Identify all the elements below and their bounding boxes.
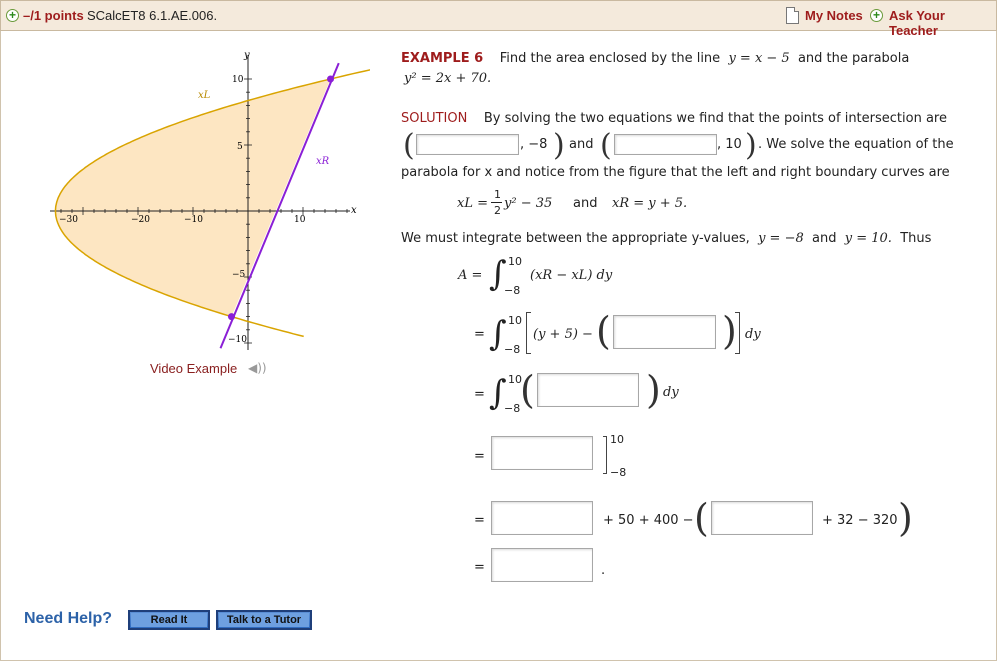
open-paren: ( [694, 496, 709, 540]
open-paren: ( [403, 128, 415, 163]
answer-box-xl[interactable] [613, 315, 716, 349]
integral-sign: ∫ [489, 254, 507, 294]
xl-frac-den: 2 [494, 204, 501, 217]
x-tick-label: −20 [131, 215, 150, 225]
video-example-link[interactable]: Video Example [150, 361, 238, 376]
talk-to-tutor-label: Talk to a Tutor [219, 613, 309, 627]
point2-y: , 10 [717, 137, 742, 152]
y-tick-label: 5 [237, 142, 243, 152]
close-paren: ) [646, 368, 661, 412]
and-text: and [812, 231, 837, 246]
and-text: and [569, 137, 594, 152]
answer-box-upper-eval[interactable] [491, 501, 593, 535]
point1-y: , −8 [520, 137, 548, 152]
solution-text-3: parabola for x and notice from the figure that the left and right boundary curves are [401, 165, 950, 180]
open-paren: ( [520, 368, 535, 412]
open-paren: ( [600, 128, 612, 163]
integral-sign: ∫ [489, 314, 507, 354]
thus-text: Thus [900, 231, 932, 246]
y-tick-label: −5 [232, 270, 246, 280]
x-tick-label: 10 [294, 215, 306, 225]
solution-line-4 [401, 231, 931, 246]
example-text-b: and the parabola [797, 51, 910, 66]
area-graph [0, 40, 370, 360]
points-label: –/1 points [23, 8, 84, 23]
lower-limit: −8 [504, 343, 521, 356]
evaluation-bracket [603, 436, 607, 474]
example-statement [401, 51, 909, 66]
step4-terms: + 50 + 400 − [603, 513, 694, 528]
solution-text-4: We must integrate between the appropriate y-values, [401, 231, 750, 246]
talk-to-tutor-button[interactable] [216, 610, 312, 630]
equals-sign: = [474, 387, 485, 402]
close-paren: ) [722, 309, 737, 353]
equals-sign: = [474, 327, 485, 342]
answer-box-antiderivative[interactable] [491, 436, 593, 470]
upper-limit: 10 [508, 314, 522, 327]
question-id: SCalcET8 6.1.AE.006. [87, 8, 218, 23]
y-tick-label: −10 [228, 335, 247, 345]
xl-eq-rhs: y² − 35 [504, 196, 553, 211]
x-tick-label: −30 [59, 215, 78, 225]
answer-box-lower-eval[interactable] [711, 501, 813, 535]
upper-limit: 10 [508, 373, 522, 386]
solution-line-1 [401, 111, 947, 126]
example-label: EXAMPLE 6 [401, 51, 484, 66]
integrand-2-part: (y + 5) − [533, 327, 593, 342]
and-text: and [573, 196, 598, 211]
question-header-bar [0, 0, 997, 38]
read-it-label: Read It [131, 613, 207, 627]
xl-frac-num: 1 [494, 188, 501, 201]
parabola-equation: y² = 2x + 70. [404, 71, 492, 86]
lower-limit: −8 [610, 466, 627, 479]
xl-eq-lhs: xL = [457, 196, 488, 211]
expand-plus-icon[interactable]: + [6, 9, 19, 22]
x-axis-label: x [351, 205, 357, 216]
need-help-label: Need Help? [24, 610, 113, 627]
answer-box-point2-x[interactable] [614, 134, 717, 155]
read-it-button[interactable] [128, 610, 210, 630]
answer-box-integrand[interactable] [537, 373, 639, 407]
line-equation: y = x − 5 [728, 51, 790, 66]
intersection-point-upper [327, 76, 334, 83]
answer-box-final[interactable] [491, 548, 593, 582]
solution-text-2: . We solve the equation of the [758, 137, 954, 152]
xl-curve-label: xL [198, 90, 211, 101]
solution-label: SOLUTION [401, 111, 468, 126]
xr-curve-label: xR [316, 156, 330, 167]
y-axis-label: y [244, 50, 250, 61]
frac-bar [491, 202, 502, 203]
intersection-point-lower [228, 313, 235, 320]
dy-label: dy [745, 327, 761, 342]
period: . [601, 563, 606, 578]
integral-sign: ∫ [489, 373, 507, 413]
equals-sign: = [474, 513, 485, 528]
enclosed-region [56, 79, 331, 317]
equals-sign: = [474, 449, 485, 464]
example-text-a: Find the area enclosed by the line [499, 51, 721, 66]
ask-teacher-link[interactable]: Ask Your Teacher [889, 8, 945, 38]
ask-teacher-plus-icon[interactable]: + [870, 9, 883, 22]
area-lhs: A = [458, 268, 483, 283]
close-paren: ) [898, 496, 913, 540]
y-tick-label: 10 [232, 75, 244, 85]
upper-limit: 10 [508, 255, 522, 268]
equals-sign: = [474, 560, 485, 575]
close-paren: ) [553, 128, 565, 163]
solution-text-1: By solving the two equations we find that the points of intersection are [483, 111, 947, 126]
lower-limit: −8 [504, 284, 521, 297]
step4-end: + 32 − 320 [822, 513, 898, 528]
close-paren: ) [745, 128, 757, 163]
xr-equation: xR = y + 5. [612, 196, 688, 211]
dy-label: dy [663, 385, 679, 400]
lower-bound-eq: y = −8 [758, 231, 804, 246]
x-tick-label: −10 [184, 215, 203, 225]
right-bracket [735, 312, 740, 354]
integrand-1: (xR − xL) dy [530, 268, 613, 283]
notes-document-icon[interactable] [786, 7, 799, 24]
speaker-icon[interactable]: ◀)) [248, 361, 267, 375]
lower-limit: −8 [504, 402, 521, 415]
left-bracket [526, 312, 531, 354]
upper-limit: 10 [610, 433, 624, 446]
open-paren: ( [596, 309, 611, 353]
upper-bound-eq: y = 10. [844, 231, 892, 246]
answer-box-point1-x[interactable] [416, 134, 519, 155]
my-notes-link[interactable]: My Notes [805, 8, 863, 23]
